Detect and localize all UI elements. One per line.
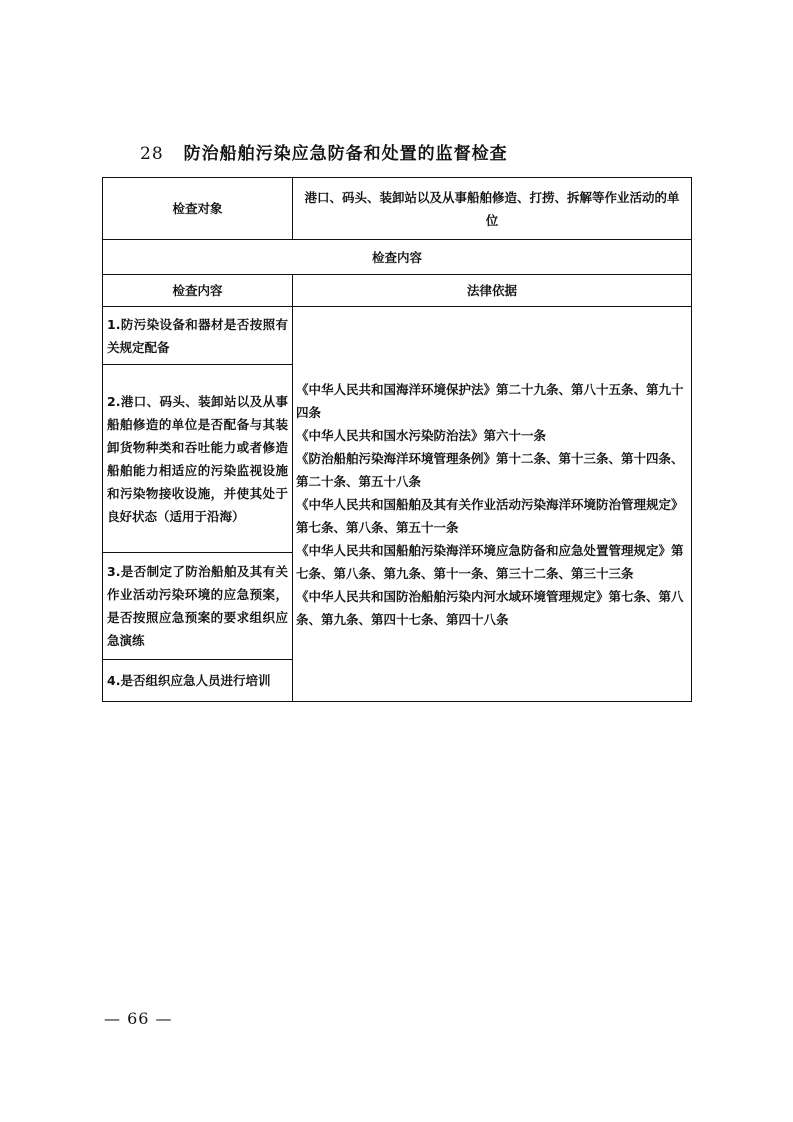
object-value: 港口、码头、装卸站以及从事船舶修造、打捞、拆解等作业活动的单位 xyxy=(293,178,692,240)
check-item: 1.防污染设备和器材是否按照有关规定配备 xyxy=(103,307,293,365)
section-header-row xyxy=(103,240,692,275)
check-item: 3.是否制定了防治船舶及其有关作业活动污染环境的应急预案，是否按照应急预案的要求组织应急演练 xyxy=(103,553,293,660)
object-row xyxy=(103,178,692,240)
section-title: 防治船舶污染应急防备和处置的监督检查 xyxy=(183,144,508,164)
page-number: — 66 — xyxy=(104,1009,173,1028)
check-item: 4.是否组织应急人员进行培训 xyxy=(103,660,293,702)
basis-item: 《中华人民共和国船舶污染海洋环境应急防备和应急处置管理规定》第七条、第八条、第九条、第十一条、第三十二条、第三十三条 xyxy=(296,542,684,581)
col-basis-header: 法律依据 xyxy=(293,275,692,307)
basis-item: 《中华人民共和国海洋环境保护法》第二十九条、第八十五条、第九十四条 xyxy=(296,381,684,420)
table-row xyxy=(103,307,692,365)
basis-item: 《中华人民共和国防治船舶污染内河水域环境管理规定》第七条、第八条、第九条、第四十七条、第四十八条 xyxy=(296,588,684,627)
object-label: 检查对象 xyxy=(103,178,293,240)
column-header-row xyxy=(103,275,692,307)
page-title xyxy=(140,139,508,164)
section-header: 检查内容 xyxy=(103,240,692,275)
section-number: 28 xyxy=(140,144,164,164)
basis-item: 《中华人民共和国水污染防治法》第六十一条 xyxy=(296,427,547,443)
legal-basis-cell xyxy=(293,307,692,702)
basis-item: 《防治船舶污染海洋环境管理条例》第十二条、第十三条、第十四条、第二十条、第五十八条 xyxy=(296,450,684,489)
inspection-table xyxy=(102,177,692,702)
col-content-header: 检查内容 xyxy=(103,275,293,307)
check-item: 2.港口、码头、装卸站以及从事船舶修造的单位是否配备与其装卸货物种类和吞吐能力或者修造船舶能力相适应的污染监视设施和污染物接收设施，并使其处于良好状态（适用于沿海） xyxy=(103,365,293,553)
basis-item: 《中华人民共和国船舶及其有关作业活动污染海洋环境防治管理规定》第七条、第八条、第五十一条 xyxy=(296,496,684,535)
